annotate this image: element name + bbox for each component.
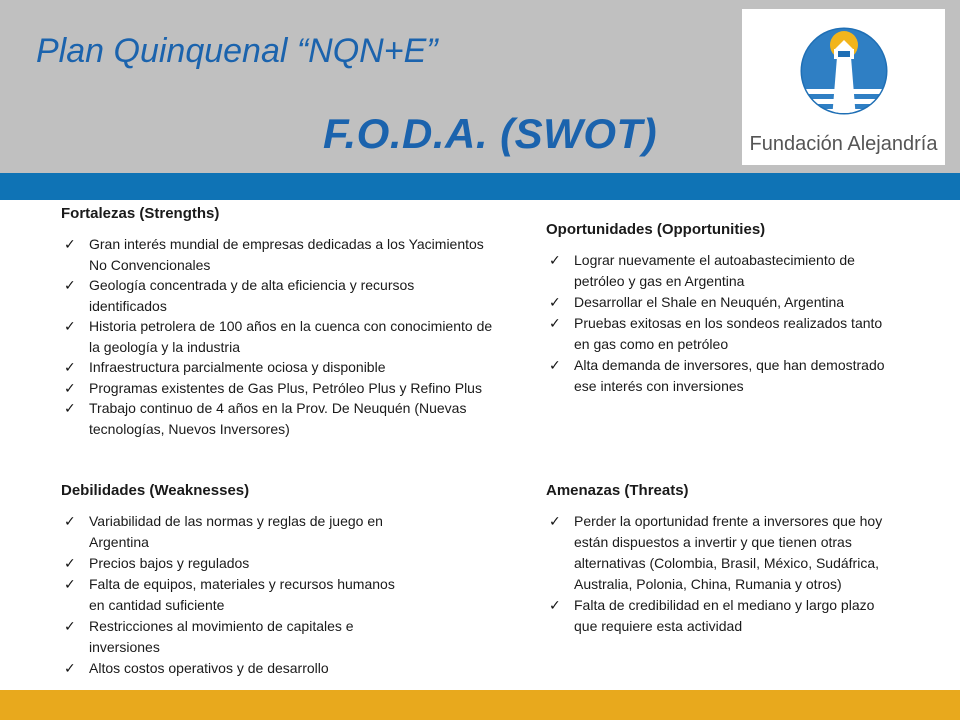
list-item: ✓ Lograr nuevamente el autoabastecimiento de petróleo y gas en Argentina bbox=[549, 252, 855, 289]
footer-band bbox=[0, 690, 960, 720]
list-item: ✓ Precios bajos y regulados bbox=[61, 553, 401, 574]
weaknesses-list bbox=[61, 511, 401, 679]
list-item: ✓ Altos costos operativos y de desarrollo bbox=[61, 658, 401, 679]
checkmark-icon: ✓ bbox=[549, 315, 561, 331]
list-item: ✓ Falta de credibilidad en el mediano y largo plazo que requiere esta actividad bbox=[549, 597, 875, 634]
logo-wordmark: Fundación Alejandría bbox=[749, 133, 938, 155]
strengths-heading: Fortalezas (Strengths) bbox=[61, 205, 220, 222]
checkmark-icon: ✓ bbox=[549, 357, 561, 373]
threats-heading: Amenazas (Threats) bbox=[546, 482, 689, 499]
checkmark-icon: ✓ bbox=[64, 379, 76, 396]
opportunities-section bbox=[546, 221, 898, 397]
list-item: ✓ Programas existentes de Gas Plus, Petróleo Plus y Refino Plus bbox=[61, 378, 493, 399]
checkmark-icon: ✓ bbox=[64, 618, 76, 634]
list-item: ✓ Falta de equipos, materiales y recursos humanos en cantidad suficiente bbox=[64, 576, 395, 613]
list-item: ✓ Restricciones al movimiento de capitales e inversiones bbox=[64, 618, 354, 655]
slide-title: Plan Quinquenal “NQN+E” bbox=[36, 32, 438, 70]
checkmark-icon: ✓ bbox=[64, 236, 76, 252]
list-item: ✓ Infraestructura parcialmente ociosa y disponible bbox=[61, 357, 493, 378]
threats-section bbox=[546, 482, 896, 637]
checkmark-icon: ✓ bbox=[549, 294, 561, 310]
checkmark-icon: ✓ bbox=[64, 359, 76, 375]
fundacion-logo bbox=[742, 9, 945, 165]
checkmark-icon: ✓ bbox=[64, 318, 76, 334]
checkmark-icon: ✓ bbox=[64, 555, 76, 571]
opportunities-list bbox=[546, 250, 898, 397]
checkmark-icon: ✓ bbox=[64, 660, 76, 676]
strengths-list bbox=[61, 234, 493, 439]
list-item: ✓ Pruebas exitosas en los sondeos realizados tanto en gas como en petróleo bbox=[549, 315, 883, 352]
opportunities-heading: Oportunidades (Opportunities) bbox=[546, 221, 766, 238]
checkmark-icon: ✓ bbox=[64, 576, 76, 592]
list-item: ✓ Perder la oportunidad frente a inversores que hoy están dispuestos a invertir y que tienen otras alternativas (Colombia, Brasil, México, Sudáfrica, Australia, Polonia, China, Rumania y otros) bbox=[549, 513, 883, 592]
checkmark-icon: ✓ bbox=[64, 513, 76, 529]
weaknesses-heading: Debilidades (Weaknesses) bbox=[61, 482, 250, 499]
list-item: ✓ Desarrollar el Shale en Neuquén, Argentina bbox=[546, 292, 898, 313]
list-item: ✓ Alta demanda de inversores, que han demostrado ese interés con inversiones bbox=[549, 357, 885, 394]
strengths-section bbox=[61, 205, 493, 439]
list-item: ✓ Geología concentrada y de alta eficiencia y recursos identificados bbox=[64, 277, 415, 314]
checkmark-icon: ✓ bbox=[549, 597, 561, 613]
blue-divider-band bbox=[0, 173, 960, 200]
threats-list bbox=[546, 511, 896, 637]
list-item: ✓ Gran interés mundial de empresas dedicadas a los Yacimientos No Convencionales bbox=[64, 236, 484, 273]
list-item: ✓ Variabilidad de las normas y reglas de juego en Argentina bbox=[64, 513, 383, 550]
list-item: ✓ Trabajo continuo de 4 años en la Prov. De Neuquén (Nuevas tecnologías, Nuevos Inversores) bbox=[64, 400, 467, 437]
checkmark-icon: ✓ bbox=[549, 252, 561, 268]
list-item: ✓ Historia petrolera de 100 años en la cuenca con conocimiento de la geología y la industria bbox=[64, 318, 493, 355]
checkmark-icon: ✓ bbox=[549, 513, 561, 529]
checkmark-icon: ✓ bbox=[64, 277, 76, 293]
checkmark-icon: ✓ bbox=[64, 400, 76, 416]
weaknesses-section bbox=[61, 482, 401, 679]
slide-subtitle: F.O.D.A. (SWOT) bbox=[323, 110, 658, 157]
